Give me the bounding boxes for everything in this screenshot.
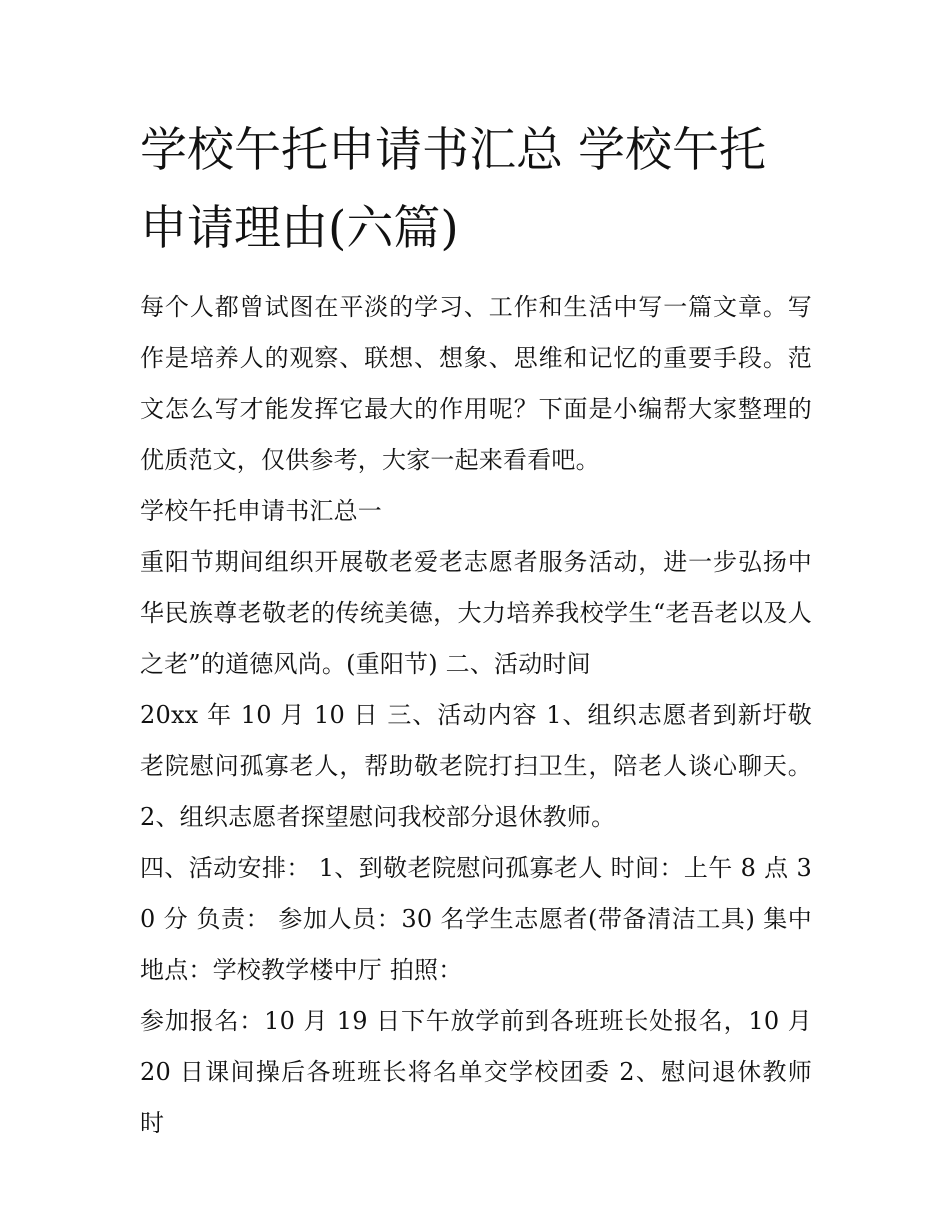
body-paragraph: 四、活动安排： 1、到敬老院慰问孤寡老人 时间：上午 8 点 30 分 负责： 参加人员：30 名学生志愿者(带备清洁工具) 集中地点：学校教学楼中厅 拍照： [140,854,812,984]
section-heading: 学校午托申请书汇总一 [140,497,382,525]
document-title: 学校午托申请书汇总 学校午托申请理由(六篇) [140,123,766,256]
body-paragraph: 20xx 年 10 月 10 日 三、活动内容 1、组织志愿者到新圩敬老院慰问孤寡老人，帮助敬老院打扫卫生，陪老人谈心聊天。 2、组织志愿者探望慰问我校部分退休教师。 [140,701,812,831]
body-paragraph: 参加报名：10 月 19 日下午放学前到各班班长处报名，10 月 20 日课间操后各班班长将名单交学校团委 2、慰问退休教师 时 [140,1007,812,1137]
intro-paragraph: 每个人都曾试图在平淡的学习、工作和生活中写一篇文章。写作是培养人的观察、联想、想象、思维和记忆的重要手段。范文怎么写才能发挥它最大的作用呢？下面是小编帮大家整理的优质范文，仅供参考，大家一起来看看吧。 [140,293,812,474]
document-body [140,112,812,1149]
body-paragraph: 重阳节期间组织开展敬老爱老志愿者服务活动，进一步弘扬中华民族尊老敬老的传统美德，大力培养我校学生“老吾老以及人之老”的道德风尚。(重阳节) 二、活动时间 [140,548,812,678]
